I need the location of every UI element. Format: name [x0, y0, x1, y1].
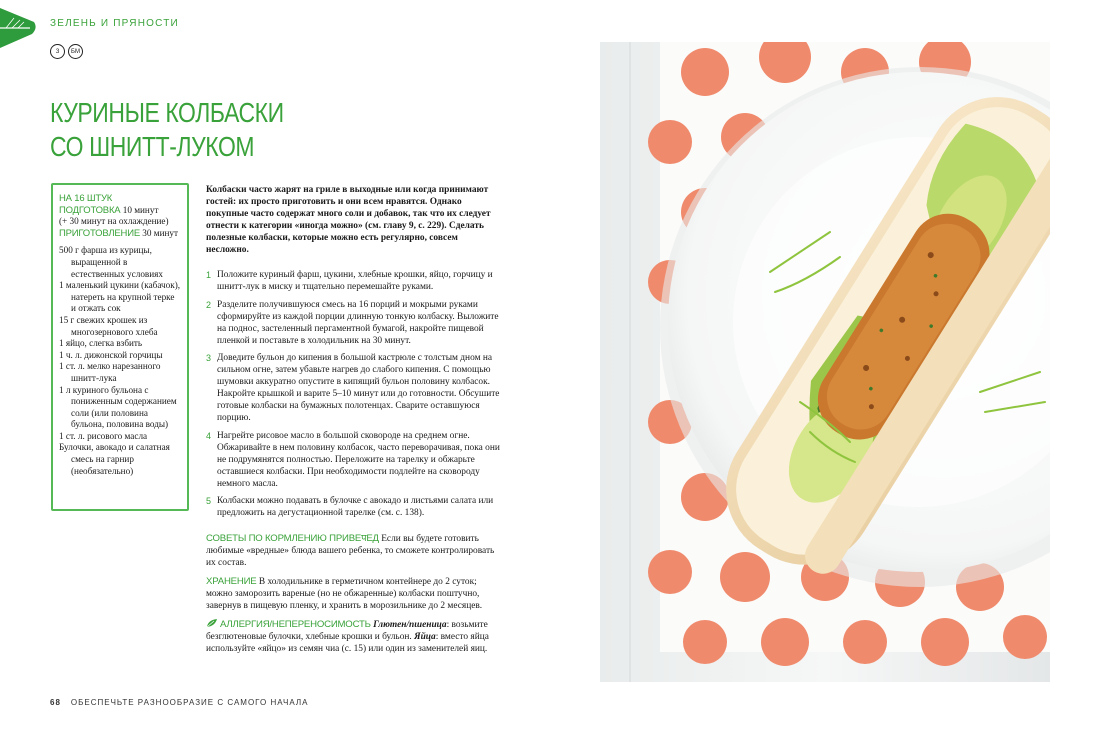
ingredient-item: Булочки, авокадо и салатная смесь на гарнир (необязательно): [59, 442, 170, 476]
ingredient-item: 15 г свежих крошек из многозернового хлеба: [59, 314, 158, 337]
section-label: ЗЕЛЕНЬ И ПРЯНОСТИ: [50, 18, 179, 29]
title-line-2: СО ШНИТТ-ЛУКОМ: [50, 131, 255, 162]
step-text: Разделите получившуюся смесь на 16 порций и мокрыми руками сформируйте из каждой порции длинную тонкую колбаску. Выложите на поднос, застеленный пергаментной бумагой, накройте пищевой пленкой и поставьте в холодильник на 30 минут.: [217, 299, 499, 346]
ingredients-box: [51, 183, 189, 511]
step-text: Доведите бульон до кипения в большой кастрюле с толстым дном на сильном огне, затем убавьте нагрев до слабого кипения. С помощью шумовки аккуратно опустите в кипящий бульон половину колбасок. Накройте крышкой и варите 5–10 минут или до готовности. Обсушите готовые колбаски на бумажных полотенцах. Сварите оставшуюся порцию.: [217, 353, 500, 423]
step-number: 5: [206, 496, 212, 507]
tip-picky-eaters: [206, 533, 500, 570]
ingredient-item: 1 ст. л. рисового масла: [59, 430, 148, 441]
gluten-text: : возьмите безглютеновые булочки, хлебные крошки и бульон.: [206, 620, 488, 643]
food-photo: [600, 42, 1050, 682]
leaf-icon: [206, 618, 218, 628]
ingredient-item: 500 г фарша из курицы, выращенной в естественных условиях: [59, 245, 163, 279]
badge-z: З: [50, 44, 65, 59]
step-text: Нагрейте рисовое масло в большой сковороде на среднем огне. Обжаривайте в нем половину колбасок, часто переворачивая, пока они не подрумянятся полностью. Переложите на тарелку и обжарьте оставшиеся колбаски. При необходимости подлейте на сковороду немного масла.: [217, 430, 500, 489]
title-line-1: КУРИНЫЕ КОЛБАСКИ: [50, 97, 284, 128]
tip-heading: СОВЕТЫ ПО КОРМЛЕНИЮ ПРИВЕपЕД: [206, 533, 379, 544]
step-text: Колбаски можно подавать в булочке с авокадо и листьями салата или предложить на дегустационной тарелке (см. с. 138).: [217, 496, 494, 519]
badge-bm: БМ: [68, 44, 83, 59]
gluten-label: Глютен/пшеница: [373, 620, 447, 631]
egg-label: Яйца: [414, 632, 436, 643]
page-number: 68: [50, 698, 61, 707]
egg-text: : вместо яйца используйте «яйцо» из семян чиа (с. 15) или один из заменителей яиц.: [206, 632, 489, 655]
step-2: [206, 300, 500, 348]
cook-time: [59, 228, 181, 240]
prep-time: [59, 205, 181, 217]
ingredient-item: 1 яйцо, слегка взбить: [59, 338, 143, 349]
tips-section: [206, 533, 500, 662]
step-number: 1: [206, 270, 212, 280]
step-4: [206, 431, 500, 491]
ingredient-list: [59, 245, 181, 477]
ingredient-item: 1 ст. л. мелко нарезанного шнитт-лука: [59, 361, 161, 383]
page-footer: [50, 698, 308, 707]
step-1: [206, 270, 500, 294]
recipe-title: [50, 96, 312, 164]
corner-leaf-icon: [0, 8, 40, 48]
tip-text: Если вы будете готовить любимые «вредные» блюда вашего ребенка, то сможете контролировать их состав.: [206, 534, 495, 568]
tip-allergy: [206, 618, 500, 656]
running-title: ОБЕСПЕЧЬТЕ РАЗНООБРАЗИЕ С САМОГО НАЧАЛА: [70, 698, 309, 707]
step-text: Положите куриный фарш, цукини, хлебные крошки, яйцо, горчицу и шнитт-лук в миску и тщательно перемешайте руками.: [217, 270, 493, 292]
step-number: 3: [206, 353, 212, 364]
prep-value: 10 минут: [122, 204, 159, 215]
tip-heading: ХРАНЕНИЕ: [206, 575, 257, 587]
step-number: 4: [206, 430, 212, 441]
cook-value: 30 минут: [142, 227, 179, 238]
prep-note: (+ 30 минут на охлаждение): [59, 216, 169, 227]
yield-label: НА 16 ШТУК: [59, 193, 113, 204]
step-5: [206, 496, 500, 520]
tip-storage: [206, 576, 500, 613]
prep-label: ПОДГОТОВКА: [59, 204, 121, 216]
step-number: 2: [206, 299, 212, 310]
ingredient-item: 1 ч. л. дижонской горчицы: [59, 349, 163, 360]
tip-text: В холодильнике в герметичном контейнере до 2 суток; можно заморозить вареные (но не обжаренные) колбаски поштучно, завернув в пищевую пленку, и хранить в морозильнике до 2 месяцев.: [206, 576, 483, 611]
intro-paragraph: Колбаски часто жарят на гриле в выходные или когда принимают гостей: их просто приготовить и они всем нравятся. Однако покупные часто содержат много соли и добавок, так что их следует отнести к категории «иногда можно» (см. главу 9, с. 229). Сделать полезные колбаски, которые можно есть регулярно, совсем несложно.: [206, 185, 491, 255]
diet-badges: [50, 44, 83, 59]
tip-heading: АЛЛЕРГИЯ/НЕПЕРЕНОСИМОСТЬ: [220, 619, 371, 631]
ingredient-item: 1 маленький цукини (кабачок), натереть на крупной терке и отжать сок: [59, 280, 181, 314]
step-3: [206, 353, 500, 424]
method-steps: [206, 270, 500, 526]
ingredient-item: 1 л куриного бульона с пониженным содержанием соли (или половина бульона, половина воды): [59, 384, 177, 430]
cook-label: ПРИГОТОВЛЕНИЕ: [59, 227, 140, 239]
